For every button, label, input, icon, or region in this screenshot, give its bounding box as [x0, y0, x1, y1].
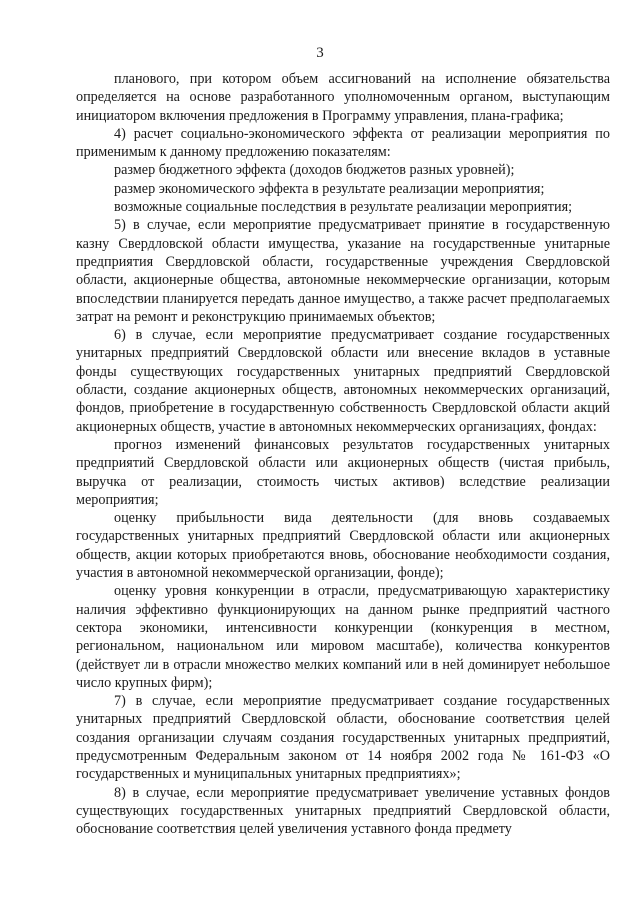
- page-number: 3: [316, 45, 324, 61]
- paragraph-item-5: 5) в случае, если мероприятие предусматривает принятие в государственную казну Свердловской области имущества, указание на государственные унитарные предприятия Свердловской области, государственные учреждения Свердловской области, акционерные общества, автономные некоммерческие организации, которым впоследствии планируется передать данное имущество, а также расчет предполагаемых затрат на ремонт и реконструкцию принимаемых объектов;: [76, 217, 610, 325]
- paragraph-social-consequences: возможные социальные последствия в результате реализации мероприятия;: [114, 199, 573, 216]
- paragraph-item-6: 6) в случае, если мероприятие предусматривает создание государственных унитарных предприятий Свердловской области или внесение вкладов в уставные фонды существующих государственных унитарных предприятий Свердловской области, создание акционерных обществ, автономных некоммерческих организаций, фондов, приобретение в государственную собственность Свердловской области акций акционерных обществ, участие в автономных некоммерческих организациях, фондах:: [76, 327, 610, 435]
- paragraph-item-7: 7) в случае, если мероприятие предусматривает создание государственных унитарных предприятий Свердловской области, обоснование соответствия целей создания организации случаям создания государственных унитарных предприятий, предусмотренным Федеральным законом от 14 ноября 2002 года № 161-ФЗ «О государственных и муниципальных унитарных предприятиях»;: [76, 693, 610, 783]
- paragraph-competition: оценку уровня конкуренции в отрасли, предусматривающую характеристику наличия эффективно функционирующих на данном рынке предприятий частного сектора экономики, интенсивности конкуренции (конкуренция в местном, региональном, национальном или мировом масштабе), количества конкурентов (действует ли в отрасли множество мелких компаний или в ней доминирует небольшое число крупных фирм);: [76, 583, 610, 691]
- paragraph-forecast: прогноз изменений финансовых результатов государственных унитарных предприятий Свердловской области или акционерных обществ (чистая прибыль, выручка от реализации, стоимость чистых активов) вследствие реализации мероприятия;: [76, 436, 610, 508]
- paragraph-budget-effect: размер бюджетного эффекта (доходов бюджетов разных уровней);: [114, 162, 515, 179]
- paragraph-continuation: планового, при котором объем ассигнований на исполнение обязательства определяется на основе разработанного уполномоченным органом, выступающим инициатором включения предложения в Программу управления, плана-графика;: [76, 71, 610, 124]
- document-body: [76, 70, 610, 838]
- paragraph-item-4: 4) расчет социально-экономического эффекта от реализации мероприятия по применимым к данному предложению показателям:: [76, 125, 610, 161]
- paragraph-economic-effect: размер экономического эффекта в результате реализации мероприятия;: [114, 180, 545, 197]
- paragraph-profitability: оценку прибыльности вида деятельности (для вновь создаваемых государственных унитарных предприятий Свердловской области или акционерных обществ, акции которых приобретаются вновь, обоснование необходимости создания, участия в автономной некоммерческой организации, фонде);: [76, 510, 610, 582]
- paragraph-item-8: 8) в случае, если мероприятие предусматривает увеличение уставных фондов существующих государственных унитарных предприятий Свердловской области, обоснование соответствия целей увеличения уставного фонда предмету: [76, 784, 610, 838]
